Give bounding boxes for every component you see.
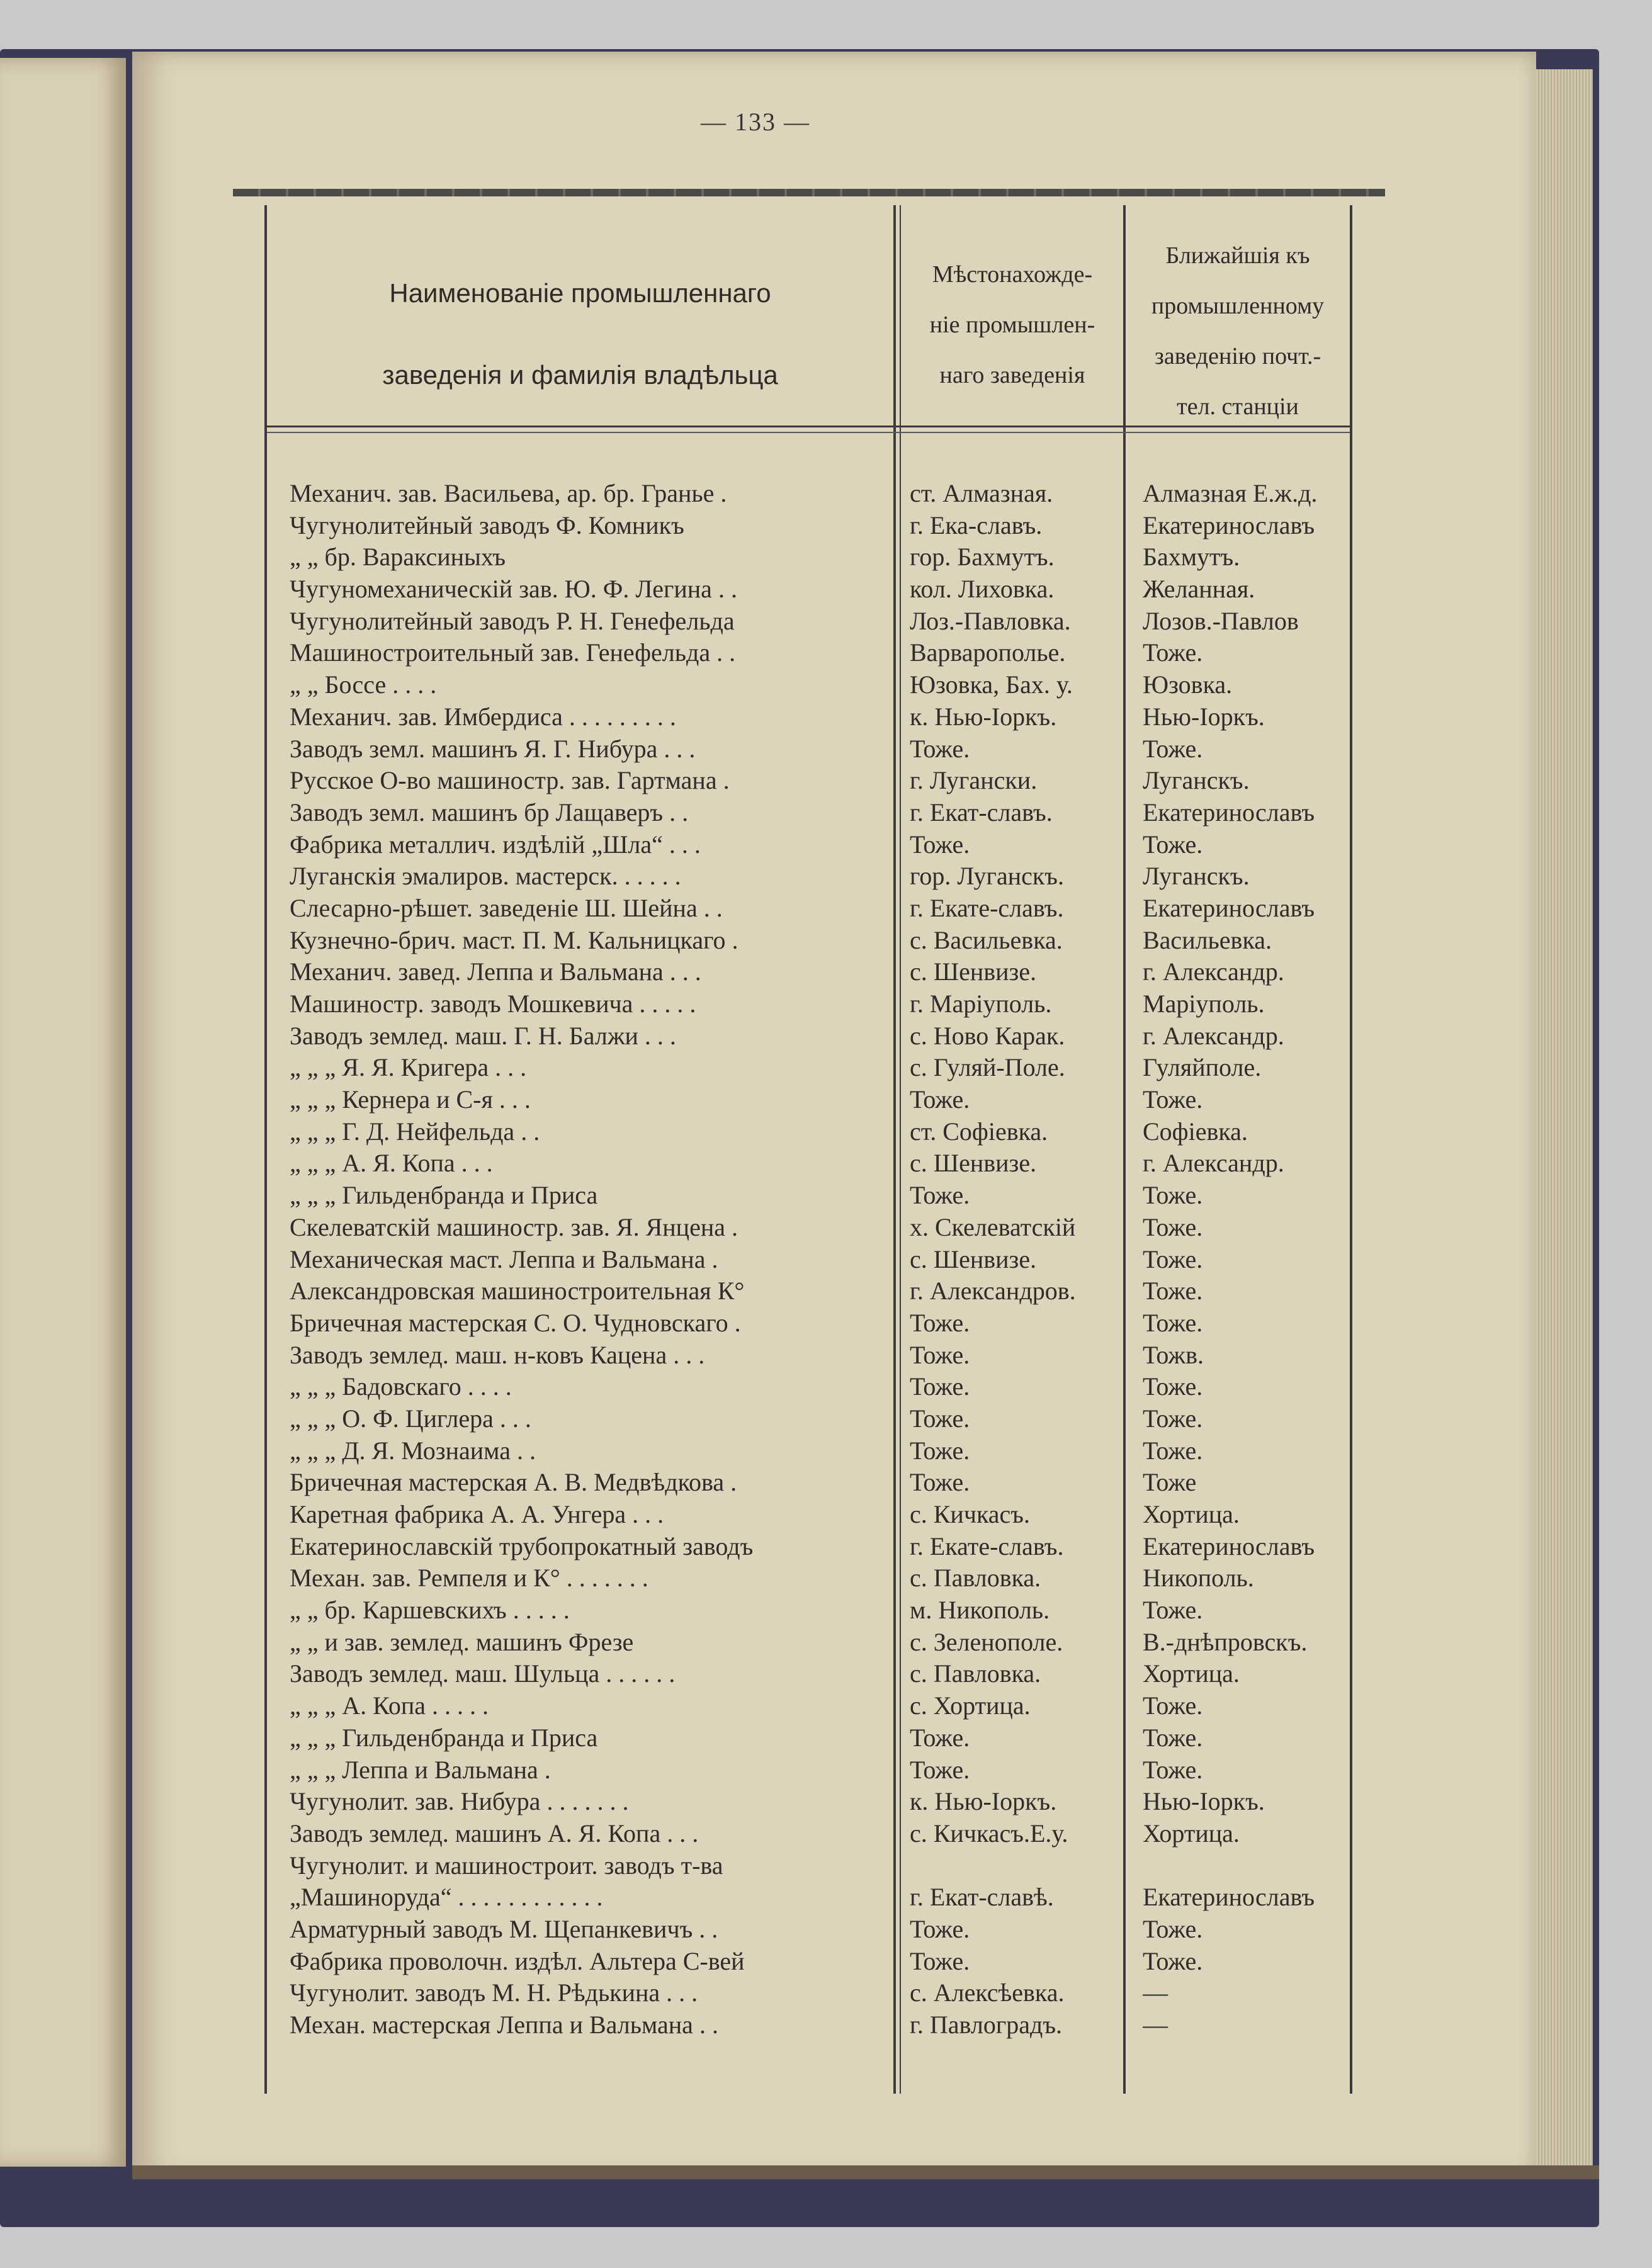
table-row [290,638,1372,670]
establishment-name: „ „ „ Г. Д. Нейфельда . . [290,1117,540,1146]
establishment-name: Механическая маст. Леппа и Вальмана . [290,1244,718,1273]
establishment-name: Русское О-во машиностр. зав. Гартмана . [290,766,730,795]
nearest-post-station: г. Александр. [1143,1021,1284,1050]
table-row [290,1882,1372,1914]
table-row [290,957,1372,989]
table-row [290,1372,1372,1404]
establishment-location: Тоже. [910,1946,970,1975]
table-row [290,1085,1372,1117]
nearest-post-station: Юзовка. [1143,670,1233,699]
establishment-location: м. Никополь. [910,1596,1050,1625]
establishment-location: Тоже. [910,1181,970,1210]
establishment-location: ст. Алмазная. [910,479,1053,507]
establishment-name: „ „ „ Д. Я. Мознаима . . [290,1436,536,1465]
nearest-post-station: Тоже [1143,1468,1197,1497]
nearest-post-station: Тоже. [1143,830,1203,859]
nearest-post-station: Бахмутъ. [1143,543,1240,572]
table-row [290,542,1372,574]
table-row [290,1212,1372,1244]
establishment-name: Скелеватскій машиностр. зав. Я. Янцена . [290,1212,738,1241]
establishment-location: г. Екате-славъ. [910,893,1064,922]
establishment-location: Тоже. [910,1372,970,1401]
nearest-post-station: Тожв. [1143,1340,1204,1369]
establishment-name: Чугунолитейный заводъ Р. Н. Генефельда [290,606,735,635]
establishment-location: ст. Софіевка. [910,1117,1048,1146]
establishment-name: Заводъ землед. маш. Г. Н. Балжи . . . [290,1021,676,1050]
nearest-post-station: г. Александр. [1143,1149,1284,1178]
nearest-post-station: Софіевка. [1143,1117,1248,1146]
table-row [290,1148,1372,1180]
establishment-location: Тоже. [910,830,970,859]
establishment-name: Каретная фабрика А. А. Унгера . . . [290,1500,664,1528]
table-row [290,1914,1372,1946]
establishment-name: „ „ „ Кернера и С-я . . . [290,1085,531,1114]
nearest-post-station: Екатеринославъ [1143,798,1315,827]
establishment-name: Заводъ земл. машинъ бр Лащаверъ . . [290,798,689,827]
nearest-post-station: Тоже. [1143,1244,1203,1273]
establishment-name: Бричечная мастерская С. О. Чудновскаго . [290,1308,741,1337]
establishment-name: „Машиноруда“ . . . . . . . . . . . . [290,1883,603,1912]
nearest-post-station: Тоже. [1143,1755,1203,1784]
establishment-name: „ „ „ А. Я. Копа . . . [290,1149,493,1178]
nearest-post-station: Тоже. [1143,1085,1203,1114]
establishment-name: Луганскія эмалиров. мастерск. . . . . . [290,862,681,891]
table-row [290,1052,1372,1085]
nearest-post-station: Тоже. [1143,1277,1203,1306]
establishment-location: Тоже. [910,1436,970,1465]
establishment-location: с. Васильевка. [910,925,1063,954]
establishment-location: г. Маріуполь. [910,990,1052,1018]
establishment-location: Тоже. [910,1468,970,1497]
establishment-location: Варварополье. [910,638,1066,667]
establishment-location: Тоже. [910,1308,970,1337]
table-row [290,734,1372,766]
establishment-location: с. Павловка. [910,1564,1041,1593]
header-location [902,249,1123,400]
nearest-post-station: Тоже. [1143,1436,1203,1465]
table-row [290,1340,1372,1372]
establishment-location: с. Павловка. [910,1659,1041,1688]
nearest-post-station: Тоже. [1143,1372,1203,1401]
table-row [290,1691,1372,1723]
header-name-line: заведенія и фамилія владѣльца [382,360,778,390]
establishment-location: г. Екат-славѣ. [910,1883,1054,1912]
establishment-location: с. Шенвизе. [910,1149,1037,1178]
table-row [290,574,1372,606]
table-row [290,1755,1372,1787]
establishment-location: Тоже. [910,1723,970,1752]
establishment-name: „ „ „ Бадовскаго . . . . [290,1372,512,1401]
table-row [290,606,1372,638]
establishment-name: Заводъ землед. маш. Шульца . . . . . . [290,1659,676,1688]
header-location-line: наго заведенія [939,362,1085,388]
book-bottom-edge [132,2165,1599,2179]
header-location-line: Мѣстонахожде- [932,261,1093,288]
table-row [290,925,1372,957]
establishment-name: Заводъ земл. машинъ Я. Г. Нибура . . . [290,734,696,763]
establishment-name: „ „ „ А. Копа . . . . . [290,1691,489,1720]
establishment-name: Фабрика проволочн. издѣл. Альтера С-вей [290,1946,745,1975]
establishment-location: с. Хортица. [910,1691,1031,1720]
establishment-name: Бричечная мастерская А. В. Медвѣдкова . [290,1468,737,1497]
establishment-name: Механич. зав. Васильева, ар. бр. Гранье . [290,479,727,507]
establishment-location: г. Павлоградъ. [910,2011,1063,2039]
establishment-location: к. Нью-Іоркъ. [910,1787,1057,1816]
table-row [290,1532,1372,1564]
top-rule [233,189,1385,196]
establishment-name: „ „ бр. Вараксиныхъ [290,543,506,572]
establishment-location: с. Шенвизе. [910,957,1037,986]
nearest-post-station: Гуляйполе. [1143,1053,1262,1082]
establishment-location: Тоже. [910,1085,970,1114]
table-row [290,702,1372,734]
nearest-post-station: В.-днѣпровскъ. [1143,1627,1308,1656]
nearest-post-station: — [1143,1978,1168,2007]
table-row [290,1946,1372,1978]
nearest-post-station: Тоже. [1143,734,1203,763]
establishment-name: „ „ бр. Каршевскихъ . . . . . [290,1596,570,1625]
establishment-name: „ „ и зав. землед. машинъ Фрезе [290,1627,634,1656]
establishment-location: с. Ново Карак. [910,1021,1065,1050]
header-post-line: промышленному [1151,293,1325,319]
establishment-location: с. Кичкасъ.Е.у. [910,1819,1068,1848]
nearest-post-station: Хортица. [1143,1500,1240,1528]
nearest-post-station: Хортица. [1143,1819,1240,1848]
table-body [290,478,1372,2042]
table-row [290,830,1372,862]
header-post-line: заведенію почт.- [1154,343,1321,370]
header-name-line: Наименованіе промышленнаго [389,278,771,308]
table-row [290,1308,1372,1340]
table-row [290,1819,1372,1851]
establishment-location: кол. Лиховка. [910,575,1055,604]
table-row [290,1627,1372,1659]
establishment-name: Кузнечно-брич. маст. П. М. Кальницкаго . [290,925,738,954]
nearest-post-station: Тоже. [1143,1308,1203,1337]
establishment-location: с. Шенвизе. [910,1244,1037,1273]
table-row [290,1851,1372,1883]
table-row [290,989,1372,1021]
table-row [290,861,1372,893]
establishment-name: „ „ „ Я. Я. Кригера . . . [290,1053,527,1082]
establishment-name: Фабрика металлич. издѣлій „Шла“ . . . [290,830,701,859]
establishment-name: Механ. зав. Ремпеля и К° . . . . . . . [290,1564,648,1593]
table-row [290,1117,1372,1149]
establishment-name: Механ. мастерская Леппа и Вальмана . . [290,2011,718,2039]
nearest-post-station: Тоже. [1143,1596,1203,1625]
table-row [290,1467,1372,1499]
establishment-name: Чугунолитейный заводъ Ф. Комникъ [290,511,684,539]
table-row [290,1499,1372,1532]
table-row [290,670,1372,702]
nearest-post-station: Екатеринославъ [1143,1532,1315,1560]
table-row [290,1276,1372,1308]
establishment-name: Чугунолит. заводъ М. Н. Рѣдькина . . . [290,1978,698,2007]
establishment-location: Юзовка, Бах. у. [910,670,1073,699]
establishment-location: Тоже. [910,1755,970,1784]
nearest-post-station: Екатеринославъ [1143,1883,1315,1912]
nearest-post-station: Тоже. [1143,1404,1203,1433]
establishment-location: Тоже. [910,734,970,763]
table-row [290,2010,1372,2042]
table-row [290,511,1372,543]
nearest-post-station: Никополь. [1143,1564,1254,1593]
nearest-post-station: Хортица. [1143,1659,1240,1688]
table-row [290,1659,1372,1691]
establishment-name: Машиностр. заводъ Мошкевича . . . . . [290,990,696,1018]
establishment-name: Чугунолит. и машиностроит. заводъ т-ва [290,1851,723,1880]
nearest-post-station: Луганскъ. [1143,766,1250,795]
nearest-post-station: Тоже. [1143,1181,1203,1210]
table-row [290,478,1372,511]
establishment-name: Механич. зав. Имбердиса . . . . . . . . . [290,702,676,731]
establishment-location: г. Александров. [910,1277,1076,1306]
nearest-post-station: Желанная. [1143,575,1255,604]
establishment-name: Заводъ землед. машинъ А. Я. Копа . . . [290,1819,699,1848]
nearest-post-station: Нью-Іоркъ. [1143,702,1265,731]
establishment-location: г. Ека-славъ. [910,511,1043,539]
nearest-post-station: Тоже. [1143,638,1203,667]
establishment-location: г. Лугански. [910,766,1038,795]
table-row [290,1786,1372,1819]
nearest-post-station: Тоже. [1143,1723,1203,1752]
nearest-post-station: Екатеринославъ [1143,893,1315,922]
establishment-name: Александровская машиностроительная К° [290,1277,745,1306]
header-location-line: ніе промышлен- [929,312,1095,338]
nearest-post-station: Алмазная Е.ж.д. [1143,479,1318,507]
establishment-name: „ „ „ Леппа и Вальмана . [290,1755,551,1784]
establishment-location: Тоже. [910,1404,970,1433]
establishment-location: с. Гуляй-Поле. [910,1053,1065,1082]
page-edges [1536,69,1593,2172]
establishment-location: к. Нью-Іоркъ. [910,702,1057,731]
establishment-name: Екатеринославскій трубопрокатный заводъ [290,1532,754,1560]
table-row [290,1563,1372,1595]
header-post-line: Ближайшія къ [1165,242,1310,269]
left-page-edge [0,58,126,2167]
establishment-location: Лоз.-Павловка. [910,606,1071,635]
establishment-location: Тоже. [910,1340,970,1369]
establishment-name: Механич. завед. Леппа и Вальмана . . . [290,957,701,986]
nearest-post-station: г. Александр. [1143,957,1284,986]
table-row [290,1244,1372,1277]
nearest-post-station: — [1143,2011,1168,2039]
table-row [290,1978,1372,2010]
header-name [267,252,893,416]
establishment-name: „ „ „ Гильденбранда и Приса [290,1723,598,1752]
establishment-location: г. Екате-славъ. [910,1532,1064,1560]
nearest-post-station: Лозов.-Павлов [1143,606,1299,635]
header-post-line: тел. станціи [1177,393,1299,420]
nearest-post-station: Луганскъ. [1143,862,1250,891]
table-row [290,1021,1372,1053]
establishment-location: с. Кичкасъ. [910,1500,1030,1528]
establishment-name: Слесарно-рѣшет. заведеніе Ш. Шейна . . [290,893,723,922]
establishment-name: Чугунолит. зав. Нибура . . . . . . . [290,1787,629,1816]
table-row [290,1595,1372,1627]
table-row [290,1723,1372,1755]
establishment-location: гор. Бахмутъ. [910,543,1055,572]
page-number: — 133 — [701,108,810,136]
establishment-location: с. Зеленополе. [910,1627,1063,1656]
establishment-location: х. Скелеватскій [910,1212,1076,1241]
nearest-post-station: Васильевка. [1143,925,1272,954]
nearest-post-station: Екатеринославъ [1143,511,1315,539]
establishment-name: Арматурный заводъ М. Щепанкевичъ . . [290,1914,718,1943]
nearest-post-station: Тоже. [1143,1212,1203,1241]
table-row [290,765,1372,798]
establishment-location: с. Алексѣевка. [910,1978,1065,2007]
nearest-post-station: Тоже. [1143,1691,1203,1720]
establishment-location: г. Екат-славъ. [910,798,1053,827]
establishment-name: Заводъ землед. маш. н-ковъ Кацена . . . [290,1340,705,1369]
establishment-name: Чугуномеханическій зав. Ю. Ф. Легина . . [290,575,737,604]
table-row [290,1436,1372,1468]
nearest-post-station: Нью-Іоркъ. [1143,1787,1265,1816]
table-row [290,893,1372,925]
establishment-name: Машиностроительный зав. Генефельда . . [290,638,736,667]
nearest-post-station: Тоже. [1143,1946,1203,1975]
header-rule [267,432,1350,433]
establishment-name: „ „ „ Гильденбранда и Приса [290,1181,598,1210]
establishment-location: гор. Луганскъ. [910,862,1064,891]
establishment-name: „ „ „ О. Ф. Циглера . . . [290,1404,531,1433]
table-row [290,1180,1372,1212]
table-row [290,1404,1372,1436]
establishment-location: Тоже. [910,1914,970,1943]
establishment-name: „ „ Боссе . . . . [290,670,437,699]
table-row [290,798,1372,830]
nearest-post-station: Маріуполь. [1143,990,1265,1018]
header-post-station [1126,230,1350,432]
nearest-post-station: Тоже. [1143,1914,1203,1943]
